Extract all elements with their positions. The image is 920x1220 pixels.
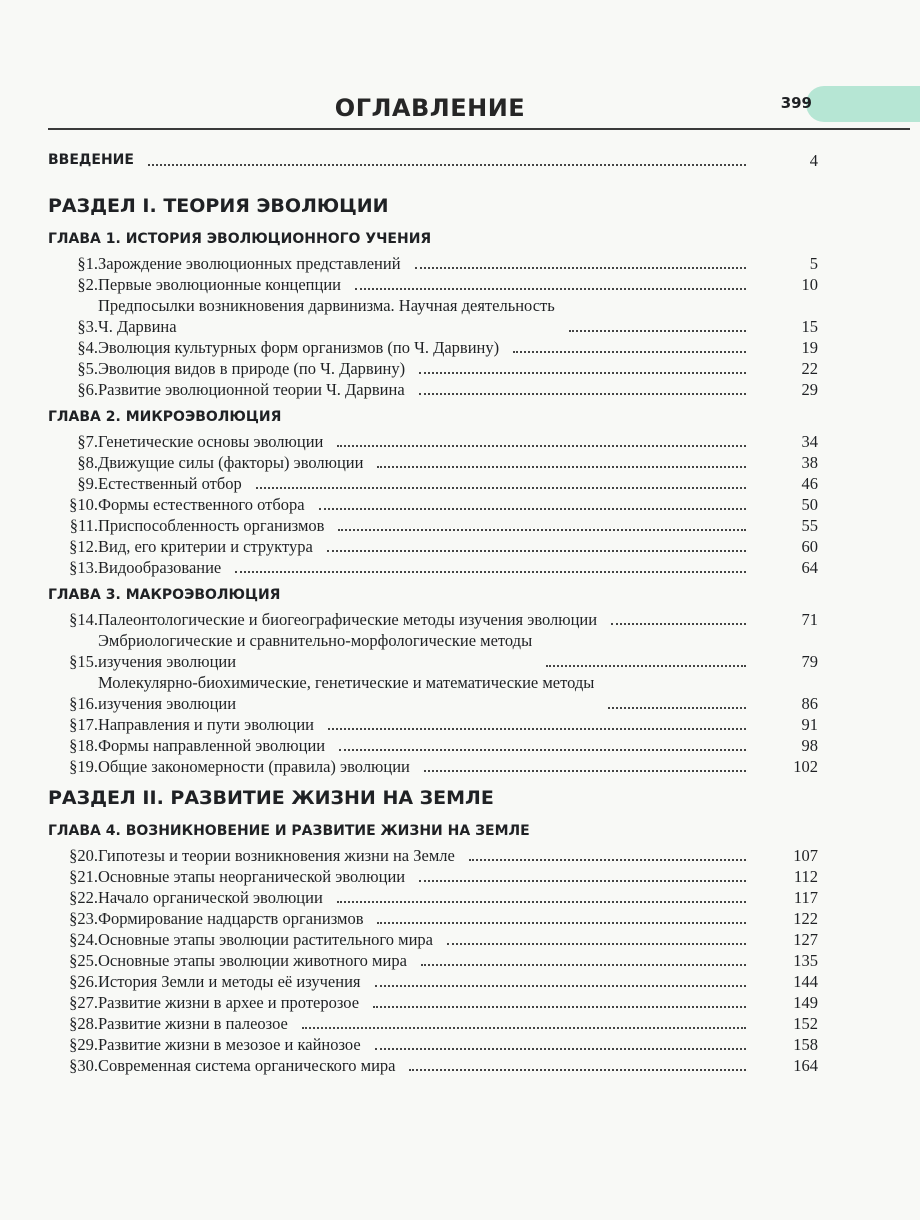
dot-leader bbox=[419, 372, 746, 374]
entry-number: §22. bbox=[69, 888, 98, 907]
entry-number: §16. bbox=[69, 694, 98, 713]
entry-title: Зарождение эволюционных представлений bbox=[98, 254, 401, 273]
entry-title: Развитие жизни в мезозое и кайнозое bbox=[98, 1035, 361, 1054]
entry-title: Развитие жизни в архее и протерозое bbox=[98, 993, 360, 1012]
toc-entry[interactable] bbox=[48, 609, 818, 630]
entry-body bbox=[98, 452, 768, 473]
entry-page: 144 bbox=[793, 972, 818, 991]
entry-title: Направления и пути эволюции bbox=[98, 715, 314, 734]
toc-entry[interactable] bbox=[48, 887, 818, 908]
dot-leader bbox=[375, 1048, 746, 1050]
entry-page: 4 bbox=[809, 151, 818, 170]
toc-entry[interactable] bbox=[48, 557, 818, 578]
dot-leader bbox=[235, 571, 746, 573]
entry-page: 127 bbox=[793, 930, 818, 949]
entry-title: Эволюция культурных форм организмов (по Ч. Дарвину) bbox=[98, 338, 500, 357]
toc-entry[interactable] bbox=[48, 992, 818, 1013]
entry-page: 122 bbox=[793, 909, 818, 928]
entry-body bbox=[98, 274, 768, 295]
toc-entry[interactable] bbox=[48, 253, 818, 274]
header-divider bbox=[48, 128, 910, 130]
entry-number: §8. bbox=[77, 453, 98, 472]
entry-number: §15. bbox=[69, 652, 98, 671]
dot-leader bbox=[375, 985, 747, 987]
dot-leader bbox=[415, 267, 746, 269]
toc-entry[interactable] bbox=[48, 379, 818, 400]
dot-leader bbox=[608, 707, 746, 709]
entry-title: Генетические основы эволюции bbox=[98, 432, 324, 451]
entry-page: 60 bbox=[801, 537, 818, 556]
dot-leader bbox=[337, 445, 746, 447]
entry-page: 158 bbox=[793, 1035, 818, 1054]
table-of-contents bbox=[48, 150, 818, 1086]
entry-page: 55 bbox=[801, 516, 818, 535]
entry-page: 50 bbox=[801, 495, 818, 514]
toc-entry[interactable] bbox=[48, 866, 818, 887]
dot-leader bbox=[421, 964, 746, 966]
dot-leader bbox=[377, 922, 746, 924]
dot-leader bbox=[447, 943, 746, 945]
dot-leader bbox=[569, 330, 746, 332]
entry-body bbox=[98, 379, 768, 400]
entry-title: Первые эволюционные концепции bbox=[98, 275, 342, 294]
entry-title: Приспособленность организмов bbox=[98, 516, 325, 535]
dot-leader bbox=[546, 665, 746, 667]
section-heading: РАЗДЕЛ I. ТЕОРИЯ ЭВОЛЮЦИИ bbox=[48, 195, 389, 217]
entry-body bbox=[98, 971, 768, 992]
entry-page: 98 bbox=[801, 736, 818, 755]
entry-body bbox=[98, 908, 768, 929]
entry-title: Основные этапы неорганической эволюции bbox=[98, 867, 406, 886]
dot-leader bbox=[513, 351, 746, 353]
dot-leader bbox=[328, 728, 746, 730]
entry-body bbox=[98, 337, 768, 358]
entry-title: Естественный отбор bbox=[98, 474, 242, 493]
dot-leader bbox=[419, 880, 746, 882]
entry-body bbox=[98, 756, 768, 777]
entry-body bbox=[98, 358, 768, 379]
dot-leader bbox=[319, 508, 746, 510]
entry-page: 91 bbox=[801, 715, 818, 734]
entry-page: 10 bbox=[801, 275, 818, 294]
entry-number: §4. bbox=[77, 338, 98, 357]
entry-body bbox=[98, 950, 768, 971]
toc-entry[interactable] bbox=[48, 358, 818, 379]
toc-entry[interactable] bbox=[48, 756, 818, 777]
page-header bbox=[48, 84, 812, 130]
entry-body bbox=[98, 473, 768, 494]
entry-title: Видообразование bbox=[98, 558, 222, 577]
section-heading: РАЗДЕЛ II. РАЗВИТИЕ ЖИЗНИ НА ЗЕМЛЕ bbox=[48, 787, 494, 809]
toc-entry[interactable] bbox=[48, 908, 818, 929]
entry-body bbox=[98, 845, 768, 866]
entry-body bbox=[98, 1013, 768, 1034]
entry-number: §24. bbox=[69, 930, 98, 949]
entry-body bbox=[98, 1055, 768, 1076]
toc-entry[interactable] bbox=[48, 1034, 818, 1055]
entry-page: 19 bbox=[801, 338, 818, 357]
entry-number: §14. bbox=[69, 610, 98, 629]
entry-page: 112 bbox=[793, 867, 818, 886]
entry-number: §9. bbox=[77, 474, 98, 493]
dot-leader bbox=[409, 1069, 746, 1071]
toc-section bbox=[48, 195, 818, 777]
toc-entry[interactable] bbox=[48, 274, 818, 295]
entry-title: Начало органической эволюции bbox=[98, 888, 323, 907]
entry-number: §6. bbox=[77, 380, 98, 399]
entry-number: §12. bbox=[69, 537, 98, 556]
toc-entry[interactable] bbox=[48, 295, 818, 337]
entry-title: Вид, его критерии и структура bbox=[98, 537, 313, 556]
dot-leader bbox=[355, 288, 746, 290]
entry-title: Основные этапы эволюции животного мира bbox=[98, 951, 407, 970]
entry-body bbox=[98, 295, 768, 337]
entry-title: Движущие силы (факторы) эволюции bbox=[98, 453, 364, 472]
dot-leader bbox=[469, 859, 746, 861]
entry-body bbox=[98, 714, 768, 735]
entry-number: §20. bbox=[69, 846, 98, 865]
entry-body bbox=[98, 253, 768, 274]
entry-page: 71 bbox=[801, 610, 818, 629]
entry-page: 46 bbox=[801, 474, 818, 493]
toc-entry[interactable] bbox=[48, 630, 818, 672]
dot-leader bbox=[337, 901, 746, 903]
entry-page: 102 bbox=[793, 757, 818, 776]
entry-body bbox=[98, 515, 768, 536]
entry-title: Основные этапы эволюции растительного мира bbox=[98, 930, 433, 949]
chapter-heading: ГЛАВА 1. ИСТОРИЯ ЭВОЛЮЦИОННОГО УЧЕНИЯ bbox=[48, 231, 432, 247]
entry-number: §18. bbox=[69, 736, 98, 755]
entry-title: Молекулярно-биохимические, генетические и математические методы изучения эволюции bbox=[98, 673, 595, 713]
entry-title: Эволюция видов в природе (по Ч. Дарвину) bbox=[98, 359, 406, 378]
entry-title: История Земли и методы её изучения bbox=[98, 972, 361, 991]
entry-page: 64 bbox=[801, 558, 818, 577]
toc-entry[interactable] bbox=[48, 536, 818, 557]
dot-leader bbox=[377, 466, 746, 468]
header-color-tab bbox=[806, 86, 920, 122]
toc-entry[interactable] bbox=[48, 515, 818, 536]
toc-entry[interactable] bbox=[48, 473, 818, 494]
entry-page: 15 bbox=[801, 317, 818, 336]
toc-entry[interactable] bbox=[48, 971, 818, 992]
entry-page: 22 bbox=[801, 359, 818, 378]
entry-number: §17. bbox=[69, 715, 98, 734]
entry-number: §11. bbox=[69, 516, 98, 535]
entry-body bbox=[98, 887, 768, 908]
toc-entry[interactable] bbox=[48, 1013, 818, 1034]
page-number: 399 bbox=[780, 94, 812, 112]
toc-entry[interactable] bbox=[48, 1055, 818, 1076]
page-title: ОГЛАВЛЕНИЕ bbox=[334, 94, 526, 122]
chapter-heading: ГЛАВА 2. МИКРОЭВОЛЮЦИЯ bbox=[48, 409, 282, 425]
entry-number: §28. bbox=[69, 1014, 98, 1033]
entry-number: §10. bbox=[69, 495, 98, 514]
entry-number: §29. bbox=[69, 1035, 98, 1054]
entry-title: Эмбриологические и сравнительно-морфологические методы изучения эволюции bbox=[98, 631, 533, 671]
entry-title: Формирование надцарств организмов bbox=[98, 909, 364, 928]
toc-chapter bbox=[48, 587, 818, 777]
dot-leader bbox=[424, 770, 746, 772]
entry-number: §19. bbox=[69, 757, 98, 776]
dot-leader bbox=[327, 550, 746, 552]
entry-title: Палеонтологические и биогеографические методы изучения эволюции bbox=[98, 610, 598, 629]
entry-body bbox=[98, 672, 768, 714]
entry-body bbox=[98, 866, 768, 887]
chapter-heading: ГЛАВА 4. ВОЗНИКНОВЕНИЕ И РАЗВИТИЕ ЖИЗНИ НА ЗЕМЛЕ bbox=[48, 823, 530, 839]
dot-leader bbox=[419, 393, 746, 395]
toc-section bbox=[48, 787, 818, 1076]
entry-body bbox=[98, 929, 768, 950]
entry-number: §13. bbox=[69, 558, 98, 577]
entry-body bbox=[98, 735, 768, 756]
entry-number: §21. bbox=[69, 867, 98, 886]
entry-page: 152 bbox=[793, 1014, 818, 1033]
dot-leader bbox=[256, 487, 746, 489]
entry-title: Развитие жизни в палеозое bbox=[98, 1014, 288, 1033]
entry-page: 34 bbox=[801, 432, 818, 451]
entry-page: 86 bbox=[801, 694, 818, 713]
toc-entry-introduction[interactable] bbox=[48, 150, 818, 171]
toc-entry[interactable] bbox=[48, 950, 818, 971]
entry-number: §23. bbox=[69, 909, 98, 928]
toc-entry[interactable] bbox=[48, 735, 818, 756]
toc-chapter bbox=[48, 409, 818, 578]
entry-number: §30. bbox=[69, 1056, 98, 1075]
toc-chapter bbox=[48, 231, 818, 400]
entry-title: Формы направленной эволюции bbox=[98, 736, 326, 755]
entry-body bbox=[98, 536, 768, 557]
toc-chapter bbox=[48, 823, 818, 1076]
dot-leader bbox=[373, 1006, 746, 1008]
entry-body bbox=[98, 494, 768, 515]
entry-number: §26. bbox=[69, 972, 98, 991]
entry-title: Развитие эволюционной теории Ч. Дарвина bbox=[98, 380, 405, 399]
entry-body bbox=[98, 431, 768, 452]
entry-page: 117 bbox=[793, 888, 818, 907]
toc-entry[interactable] bbox=[48, 845, 818, 866]
entry-number: §5. bbox=[77, 359, 98, 378]
toc-entry[interactable] bbox=[48, 929, 818, 950]
dot-leader bbox=[302, 1027, 746, 1029]
entry-page: 107 bbox=[793, 846, 818, 865]
toc-entry[interactable] bbox=[48, 431, 818, 452]
entry-number: §27. bbox=[69, 993, 98, 1012]
entry-body bbox=[98, 557, 768, 578]
entry-title: Современная система органического мира bbox=[98, 1056, 396, 1075]
entry-title: ВВЕДЕНИЕ bbox=[48, 152, 134, 168]
entry-title: Общие закономерности (правила) эволюции bbox=[98, 757, 410, 776]
entry-title: Предпосылки возникновения дарвинизма. Научная деятельность Ч. Дарвина bbox=[98, 296, 555, 336]
entry-number: §1. bbox=[77, 254, 98, 273]
dot-leader bbox=[338, 529, 746, 531]
entry-page: 38 bbox=[801, 453, 818, 472]
dot-leader bbox=[148, 164, 746, 166]
entry-number: §25. bbox=[69, 951, 98, 970]
toc-entry[interactable] bbox=[48, 494, 818, 515]
toc-entry[interactable] bbox=[48, 452, 818, 473]
entry-number: §7. bbox=[77, 432, 98, 451]
toc-entry[interactable] bbox=[48, 672, 818, 714]
dot-leader bbox=[339, 749, 746, 751]
chapter-heading: ГЛАВА 3. МАКРОЭВОЛЮЦИЯ bbox=[48, 587, 281, 603]
entry-page: 135 bbox=[793, 951, 818, 970]
entry-number: §3. bbox=[77, 317, 98, 336]
entry-page: 29 bbox=[801, 380, 818, 399]
entry-title: Формы естественного отбора bbox=[98, 495, 305, 514]
entry-page: 5 bbox=[809, 254, 818, 273]
entry-title: Гипотезы и теории возникновения жизни на Земле bbox=[98, 846, 455, 865]
toc-entry[interactable] bbox=[48, 714, 818, 735]
toc-entry[interactable] bbox=[48, 337, 818, 358]
entry-body bbox=[98, 609, 768, 630]
entry-body bbox=[98, 1034, 768, 1055]
entry-page: 79 bbox=[801, 652, 818, 671]
entry-body bbox=[98, 630, 768, 672]
entry-number: §2. bbox=[77, 275, 98, 294]
entry-body bbox=[98, 992, 768, 1013]
dot-leader bbox=[611, 623, 746, 625]
entry-page: 164 bbox=[793, 1056, 818, 1075]
entry-page: 149 bbox=[793, 993, 818, 1012]
